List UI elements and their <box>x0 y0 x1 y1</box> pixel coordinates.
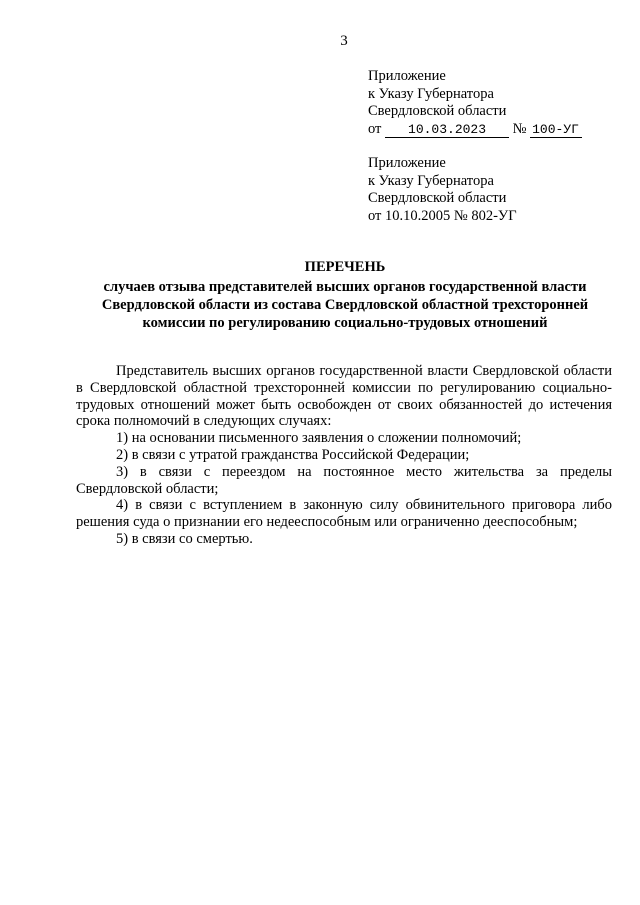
appendix-date-number: от 10.10.2005 № 802-УГ <box>368 207 517 224</box>
list-item: 3) в связи с переездом на постоянное место жительства за пределы Свердловской области; <box>76 463 612 497</box>
decree-number-field: 100-УГ <box>530 123 582 138</box>
number-label: № <box>512 120 527 137</box>
appendix-label: Приложение <box>368 68 446 84</box>
appendix-decree-ref: к Указу Губернатора <box>368 172 494 189</box>
appendix-current-decree <box>368 68 582 138</box>
list-item: 2) в связи с утратой гражданства Российской Федерации; <box>116 446 470 463</box>
title-subtitle: случаев отзыва представителей высших органов государственной власти Свердловской области из состава Свердловской областной трехсторонней комиссии по регулированию социально-трудовых отношений <box>101 279 589 331</box>
document-title <box>78 258 612 332</box>
appendix-date-line <box>368 121 582 139</box>
from-label: от <box>368 120 382 137</box>
appendix-original-decree <box>368 155 517 225</box>
appendix-label: Приложение <box>368 155 446 171</box>
document-body <box>76 363 612 548</box>
intro-paragraph: Представитель высших органов государственной власти Свердловской области в Свердловской областной трехсторонней комиссии по регулированию социально-трудовых отношений может быть освобожден от своих обязанностей до истечения срока полномочий в следующих случаях: <box>76 363 612 430</box>
page-number: 3 <box>340 33 348 49</box>
appendix-region: Свердловской области <box>368 103 507 119</box>
list-item: 5) в связи со смертью. <box>116 530 253 547</box>
appendix-region: Свердловской области <box>368 190 507 206</box>
list-item: 4) в связи с вступлением в законную силу обвинительного приговора либо решения суда о признании его недееспособным или ограниченно дееспособным; <box>76 497 612 531</box>
appendix-decree-ref: к Указу Губернатора <box>368 85 494 102</box>
title-heading: ПЕРЕЧЕНЬ <box>304 259 386 275</box>
decree-date-field: 10.03.2023 <box>385 123 509 138</box>
list-item: 1) на основании письменного заявления о сложении полномочий; <box>116 430 522 447</box>
